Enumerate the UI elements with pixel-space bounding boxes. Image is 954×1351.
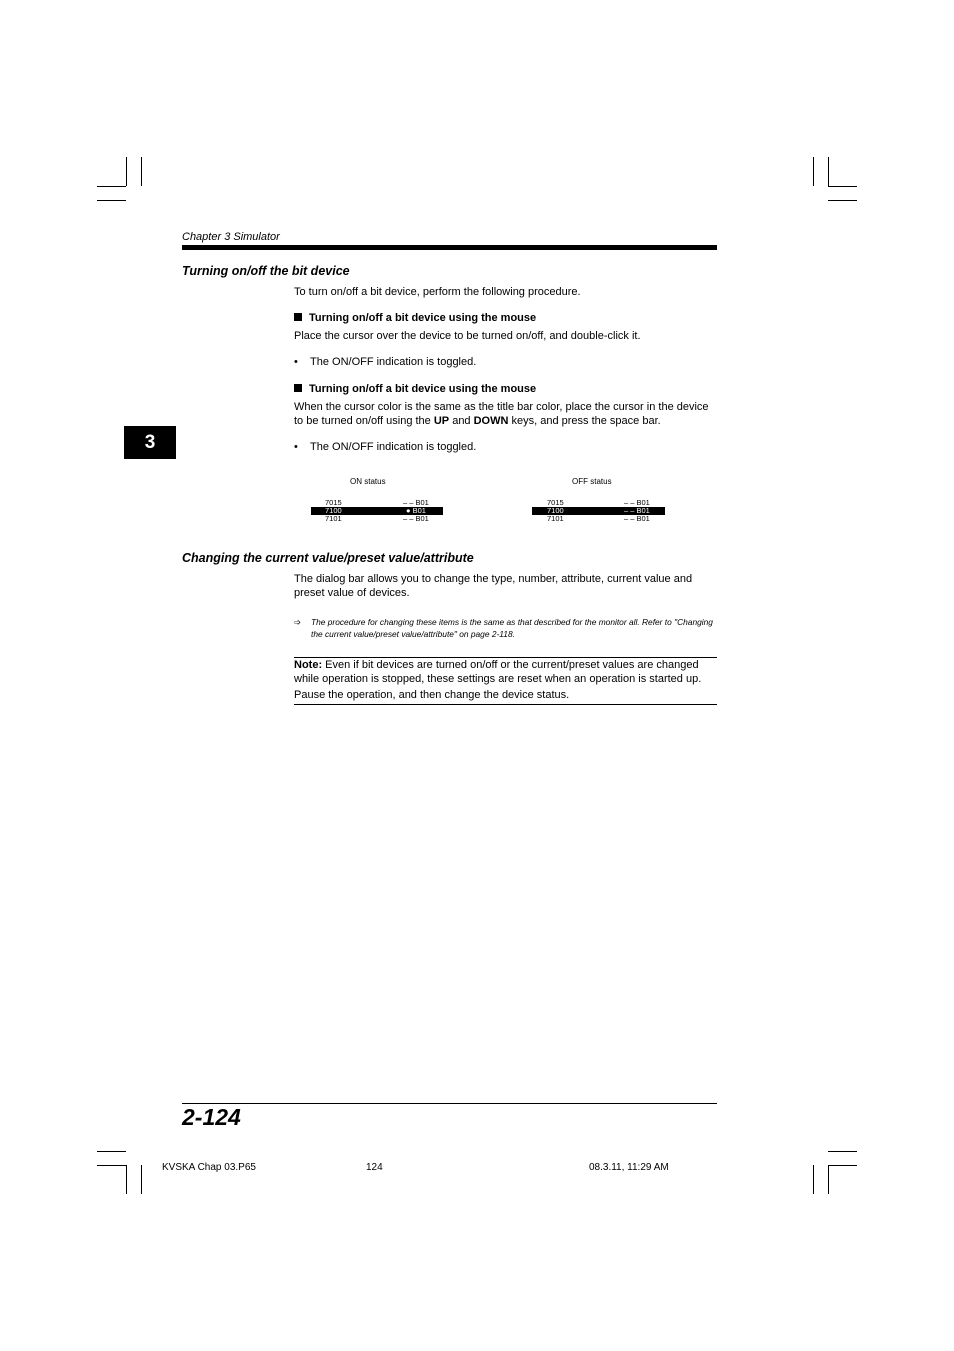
bullet-item-2 <box>294 441 476 453</box>
instruction-text-part: keys, and press the space bar. <box>508 415 661 427</box>
instruction-text-1: Place the cursor over the device to be turned on/off, and double-click it. <box>294 330 641 342</box>
square-bullet-icon <box>294 384 302 392</box>
device-value: – – B01 <box>624 498 650 507</box>
note-bottom-rule <box>294 704 717 705</box>
intro-text: To turn on/off a bit device, perform the following procedure. <box>294 286 581 298</box>
chapter-tab: 3 <box>124 426 176 459</box>
device-address: 7015 <box>547 498 564 507</box>
device-address: 7100 <box>547 506 564 515</box>
header-rule <box>182 245 717 250</box>
note-text <box>294 658 718 686</box>
device-value: – – B01 <box>403 514 429 523</box>
device-address: 7015 <box>325 498 342 507</box>
crop-mark <box>97 1151 126 1152</box>
down-key-label: DOWN <box>473 415 509 427</box>
crop-mark <box>813 157 814 186</box>
note-label: Note: <box>294 659 323 671</box>
reference-text: The procedure for changing these items is the same as that described for the monitor all. Refer to "Changing the current value/preset value/attribute" on page 2-118. <box>311 617 713 639</box>
bullet-text: The ON/OFF indication is toggled. <box>310 441 477 453</box>
note-body: Even if bit devices are turned on/off or the current/preset values are changed while operation is stopped, these settings are reset when an operation is started up. <box>294 659 702 685</box>
crop-mark <box>141 157 142 186</box>
bullet-dot-icon: • <box>294 441 298 453</box>
bullet-text: The ON/OFF indication is toggled. <box>310 356 477 368</box>
subheading-mouse-1 <box>294 312 536 324</box>
bullet-dot-icon: • <box>294 356 298 368</box>
bullet-item-1 <box>294 356 476 368</box>
page-number: 2-124 <box>182 1104 241 1130</box>
crop-mark <box>97 1165 126 1166</box>
crop-mark <box>97 200 126 201</box>
crop-mark <box>141 1165 142 1194</box>
crop-mark <box>126 1165 127 1194</box>
crop-mark <box>828 1151 857 1152</box>
crop-mark <box>97 186 126 187</box>
crop-mark <box>828 157 829 186</box>
page-footer-rule <box>182 1103 717 1104</box>
crop-mark <box>828 200 857 201</box>
device-value: – – B01 <box>624 506 650 515</box>
off-status-caption: OFF status <box>572 477 612 486</box>
up-key-label: UP <box>433 415 450 427</box>
device-address: 7100 <box>325 506 342 515</box>
dialog-bar-text: The dialog bar allows you to change the type, number, attribute, current value and preset value of devices. <box>294 573 693 599</box>
crop-mark <box>813 1165 814 1194</box>
crop-mark <box>126 157 127 186</box>
subheading-text: Turning on/off a bit device using the mouse <box>309 312 537 324</box>
note-text-2: Pause the operation, and then change the device status. <box>294 689 570 701</box>
subheading-text: Turning on/off a bit device using the mouse <box>309 383 537 395</box>
crop-mark <box>828 186 857 187</box>
reference-note <box>294 616 714 640</box>
section-heading-bit-device: Turning on/off the bit device <box>182 264 350 278</box>
device-address: 7101 <box>547 514 564 523</box>
instruction-text-part: and <box>449 415 474 427</box>
subheading-mouse-2 <box>294 383 536 395</box>
section-heading-change-value: Changing the current value/preset value/attribute <box>182 551 474 565</box>
footer-timestamp: 08.3.11, 11:29 AM <box>589 1162 669 1173</box>
footer-file-name: KVSKA Chap 03.P65 <box>162 1162 256 1173</box>
device-row <box>532 515 665 523</box>
device-value: – – B01 <box>403 498 429 507</box>
crop-mark <box>828 1165 829 1194</box>
device-address: 7101 <box>325 514 342 523</box>
instruction-text-part: When the cursor color is the same as the title bar color, place the cursor in the device to be turned on/off using the <box>294 401 709 427</box>
footer-page: 124 <box>366 1162 383 1173</box>
device-row <box>311 515 443 523</box>
reference-arrow-icon: ➩ <box>294 617 302 627</box>
device-value: – – B01 <box>624 514 650 523</box>
chapter-header-label: Chapter 3 Simulator <box>182 231 280 243</box>
instruction-text-2 <box>294 400 718 428</box>
square-bullet-icon <box>294 313 302 321</box>
device-value: ● B01 <box>406 506 426 515</box>
on-status-caption: ON status <box>350 477 386 486</box>
crop-mark <box>828 1165 857 1166</box>
